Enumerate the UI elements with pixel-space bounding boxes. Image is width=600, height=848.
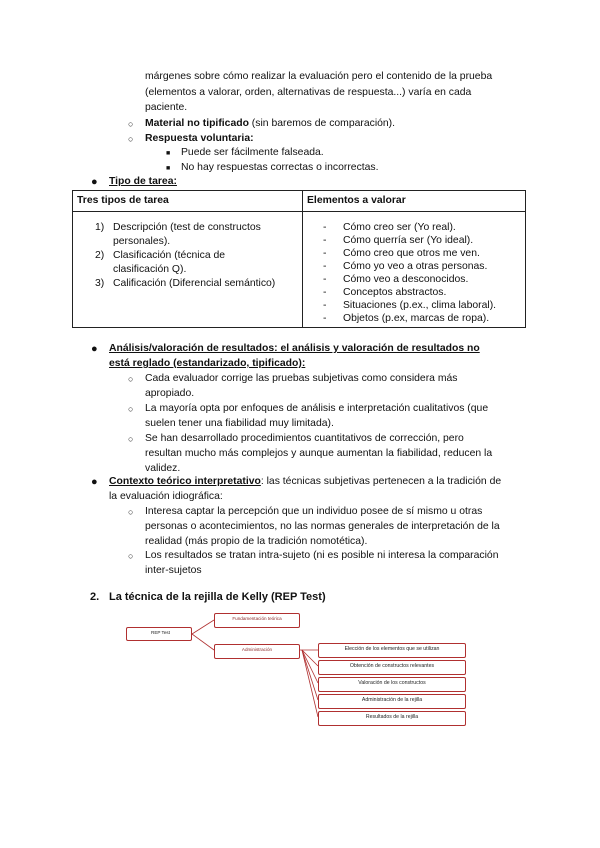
analisis-heading: está reglado (estandarizado, tipificado):	[109, 358, 306, 369]
bullet-icon: ●	[91, 476, 98, 488]
element-item: Cómo creo ser (Yo real).	[343, 222, 456, 233]
bullet-icon: ●	[91, 343, 98, 355]
paragraph-line: paciente.	[145, 102, 188, 113]
table-cell-elements	[303, 212, 526, 328]
list-item: Puede ser fácilmente falseada.	[181, 147, 324, 158]
table-header: Tres tipos de tarea	[73, 191, 303, 212]
list-item: validez.	[145, 463, 181, 474]
task-text: Descripción (test de constructos	[113, 222, 261, 233]
dash: -	[323, 274, 327, 285]
hollow-bullet-icon: ○	[128, 404, 134, 414]
element-item: Cómo querría ser (Yo ideal).	[343, 235, 474, 246]
contexto-line	[109, 475, 501, 489]
table-cell-tasks	[73, 212, 303, 328]
table-header: Elementos a valorar	[303, 191, 526, 212]
diagram-node-fundamentacion: Fundamentación teórica	[214, 613, 300, 628]
task-text: Calificación (Diferencial semántico)	[113, 278, 276, 289]
list-item: Se han desarrollado procedimientos cuantitativos de corrección, pero	[145, 433, 464, 444]
tipo-tarea-heading: Tipo de tarea:	[109, 176, 177, 187]
square-bullet-icon: ■	[166, 150, 171, 157]
task-text: personales).	[113, 236, 171, 247]
list-item: apropiado.	[145, 388, 195, 399]
contexto-text: la evaluación idiográfica:	[109, 491, 223, 502]
task-number: 2)	[95, 250, 105, 261]
list-item: inter-sujetos	[145, 565, 202, 576]
diagram-leaf-node: Elección de los elementos que se utilizan	[318, 643, 466, 658]
hollow-bullet-icon: ○	[128, 434, 134, 444]
element-item: Cómo creo que otros me ven.	[343, 248, 480, 259]
connector-line	[192, 620, 214, 634]
diagram-root-node: REP Test	[126, 627, 192, 641]
list-item: Interesa captar la percepción que un individuo posee de sí mismo u otras	[145, 506, 483, 517]
section-number: 2.	[90, 591, 100, 603]
hollow-bullet-icon: ○	[128, 374, 134, 384]
element-item: Objetos (p.ex, marcas de ropa).	[343, 313, 490, 324]
material-text: (sin baremos de comparación).	[248, 118, 396, 129]
list-item: personas o acontecimientos, no las normas generales de interpretación de la	[145, 521, 500, 532]
diagram-node-administracion: Administración	[214, 644, 300, 659]
list-item: Los resultados se tratan intra-sujeto (ni es posible ni interesa la comparación	[145, 550, 499, 561]
contexto-heading: Contexto teórico interpretativo	[109, 476, 261, 487]
hollow-bullet-icon: ○	[128, 119, 134, 129]
list-item: suelen tener una fiabilidad muy limitada).	[145, 418, 334, 429]
element-item: Cómo veo a desconocidos.	[343, 274, 469, 285]
list-item: No hay respuestas correctas o incorrectas.	[181, 162, 379, 173]
bullet-icon: ●	[91, 176, 98, 188]
diagram-leaf-node: Obtención de constructos relevantes	[318, 660, 466, 675]
square-bullet-icon: ■	[166, 165, 171, 172]
element-item: Conceptos abstractos.	[343, 287, 447, 298]
list-item: Cada evaluador corrige las pruebas subjetivas como considera más	[145, 373, 458, 384]
element-item: Cómo yo veo a otras personas.	[343, 261, 488, 272]
diagram-leaf-node: Valoración de los constructos	[318, 677, 466, 692]
diagram-leaf-node: Resultados de la rejilla	[318, 711, 466, 726]
task-number: 3)	[95, 278, 105, 289]
list-item: resultan mucho más complejos y aunque aumentan la fiabilidad, reducen la	[145, 448, 493, 459]
dash: -	[323, 235, 327, 246]
connector-line	[302, 650, 318, 683]
task-text: Clasificación (técnica de	[113, 250, 226, 261]
paragraph-line: márgenes sobre cómo realizar la evaluación pero el contenido de la prueba	[145, 71, 493, 82]
rep-test-diagram	[126, 608, 476, 730]
material-label: Material no tipificado	[145, 118, 249, 129]
hollow-bullet-icon: ○	[128, 551, 134, 561]
hollow-bullet-icon: ○	[128, 134, 134, 144]
dash: -	[323, 248, 327, 259]
hollow-bullet-icon: ○	[128, 507, 134, 517]
dash: -	[323, 222, 327, 233]
dash: -	[323, 313, 327, 324]
analisis-heading: Análisis/valoración de resultados: el análisis y valoración de resultados no	[109, 343, 480, 354]
paragraph-line: (elementos a valorar, orden, alternativas de respuesta...) varía en cada	[145, 87, 472, 98]
dash: -	[323, 300, 327, 311]
connector-line	[192, 634, 214, 650]
task-text: clasificación Q).	[113, 264, 187, 275]
diagram-leaf-node: Administración de la rejilla	[318, 694, 466, 709]
dash: -	[323, 287, 327, 298]
list-item: La mayoría opta por enfoques de análisis e interpretación cualitativos (que	[145, 403, 489, 414]
element-item: Situaciones (p.ex., clima laboral).	[343, 300, 497, 311]
tipo-tarea-table	[72, 190, 526, 328]
respuesta-label: Respuesta voluntaria:	[145, 133, 254, 144]
list-item	[145, 117, 395, 131]
connector-line	[302, 650, 318, 717]
dash: -	[323, 261, 327, 272]
task-number: 1)	[95, 222, 105, 233]
contexto-text: : las técnicas subjetivas pertenecen a la tradición de	[260, 476, 502, 487]
section-title: La técnica de la rejilla de Kelly (REP Test)	[109, 591, 326, 603]
list-item: realidad (más propio de la tradición nomotética).	[145, 536, 368, 547]
